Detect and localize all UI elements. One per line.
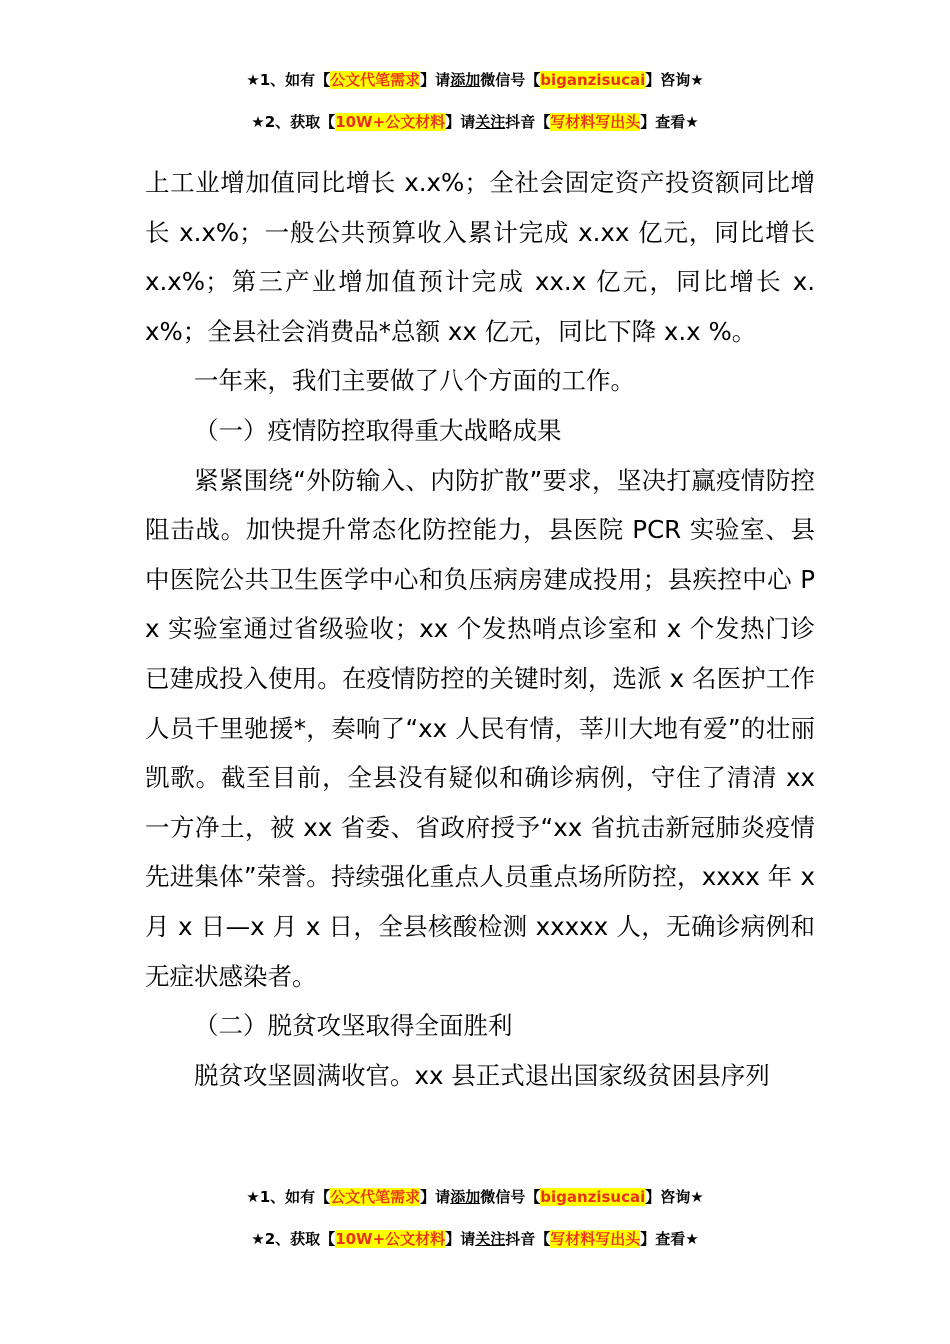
banner-suffix: 】查看★ [640, 113, 699, 131]
banner-prefix: ★2、获取【 [251, 1230, 336, 1248]
banner-emphasis: 关注 [475, 1230, 506, 1248]
document-body [145, 158, 815, 1100]
banner-text: 抖音【 [505, 113, 551, 131]
paragraph: 脱贫攻坚圆满收官。xx 县正式退出国家级贫困县序列 [194, 1060, 770, 1090]
banner-emphasis: 添加 [450, 71, 481, 89]
banner-highlight: 写材料写出头 [550, 1230, 641, 1248]
banner-emphasis: 关注 [475, 113, 506, 131]
banner-text: 】请 [445, 1230, 476, 1248]
banner-highlight: 10W+公文材料 [335, 113, 446, 131]
banner-highlight: 公文代笔需求 [330, 71, 421, 89]
banner-line-1 [0, 70, 950, 90]
banner-suffix: 】咨询★ [645, 1188, 704, 1206]
banner-highlight: 公文代笔需求 [330, 1188, 421, 1206]
banner-line-2 [0, 1229, 950, 1249]
banner-line-2 [0, 112, 950, 132]
paragraph: 一年来，我们主要做了八个方面的工作。 [194, 366, 635, 396]
banner-highlight: 10W+公文材料 [335, 1230, 446, 1248]
banner-text: 】请 [420, 71, 451, 89]
banner-prefix: ★1、如有【 [246, 71, 331, 89]
banner-prefix: ★2、获取【 [251, 113, 336, 131]
section-heading: （一）疫情防控取得重大战略成果 [194, 415, 562, 445]
banner-highlight: 写材料写出头 [550, 113, 641, 131]
banner-suffix: 】咨询★ [645, 71, 704, 89]
banner-highlight: biganzisucai [540, 71, 646, 89]
banner-highlight: biganzisucai [540, 1188, 646, 1206]
banner-text: 】请 [445, 113, 476, 131]
banner-line-1 [0, 1187, 950, 1207]
banner-text: 微信号【 [480, 1188, 541, 1206]
banner-text: 抖音【 [505, 1230, 551, 1248]
banner-prefix: ★1、如有【 [246, 1188, 331, 1206]
paragraph: 上工业增加值同比增长 x.x%；全社会固定资产投资额同比增长 x.x%；一般公共预算收入累计完成 x.xx 亿元，同比增长 x.x%；第三产业增加值预计完成 xx.x 亿元，同比增长 x.x%；全县社会消费品*总额 xx 亿元，同比下降 x.x %。 [145, 168, 815, 346]
banner-suffix: 】查看★ [640, 1230, 699, 1248]
banner-text: 微信号【 [480, 71, 541, 89]
banner-emphasis: 添加 [450, 1188, 481, 1206]
section-heading: （二）脱贫攻坚取得全面胜利 [194, 1011, 513, 1041]
paragraph: 紧紧围绕“外防输入、内防扩散”要求，坚决打赢疫情防控阻击战。加快提升常态化防控能力，县医院 PCR 实验室、县中医院公共卫生医学中心和负压病房建成投用；县疾控中心 Px 实验室通过省级验收；xx 个发热哨点诊室和 x 个发热门诊已建成投入使用。在疫情防控的关键时刻，选派 x 名医护工作人员千里驰援*，奏响了“xx 人民有情，莘川大地有爱”的壮丽凯歌。截至目前，全县没有疑似和确诊病例，守住了清清 xx 一方净土，被 xx 省委、省政府授予“xx 省抗击新冠肺炎疫情先进集体”荣誉。持续强化重点人员重点场所防控，xxxx 年 x 月 x 日—x 月 x 日，全县核酸检测 xxxxx 人，无确诊病例和无症状感染者。 [145, 465, 815, 991]
banner-text: 】请 [420, 1188, 451, 1206]
